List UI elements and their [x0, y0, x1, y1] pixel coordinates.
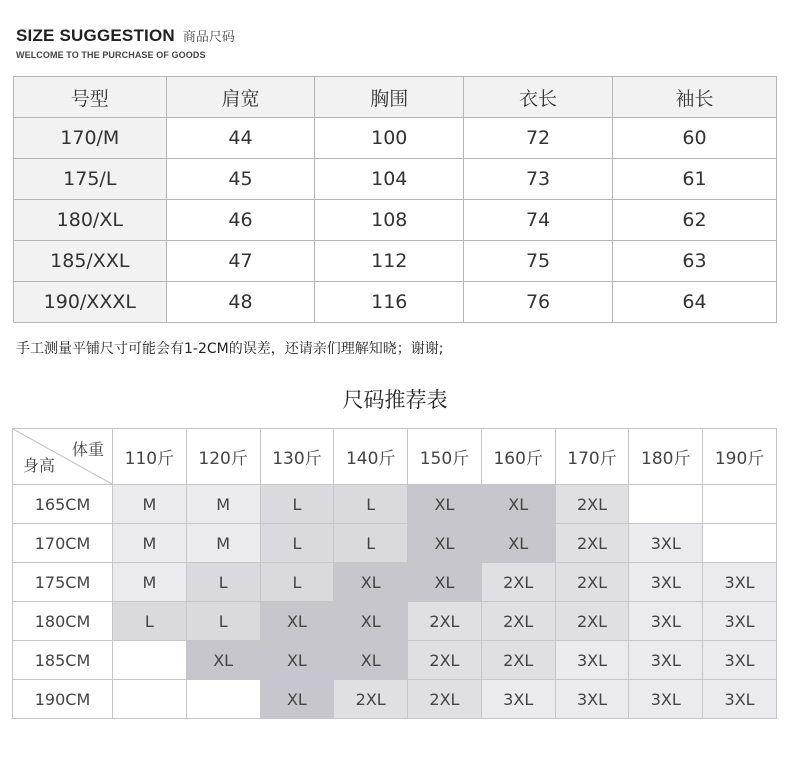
size-recommendation-cell: [186, 680, 260, 719]
size-value-cell: 46: [166, 200, 315, 241]
size-table-header-row: [14, 77, 777, 118]
size-value-cell: 75: [464, 241, 613, 282]
page-title: SIZE SUGGESTION: [16, 26, 175, 45]
size-recommendation-cell: L: [260, 485, 334, 524]
table-row: [13, 602, 777, 641]
recommendation-title: 尺码推荐表: [342, 388, 448, 412]
size-recommendation-cell: 2XL: [481, 602, 555, 641]
weight-header: 190斤: [703, 429, 777, 485]
size-value-cell: 44: [166, 118, 315, 159]
height-row-header: 185CM: [13, 641, 113, 680]
size-recommendation-cell: L: [260, 563, 334, 602]
size-recommendation-cell: L: [334, 524, 408, 563]
weight-header: 170斤: [555, 429, 629, 485]
size-recommendation-cell: M: [113, 485, 187, 524]
weight-header: 140斤: [334, 429, 408, 485]
size-value-cell: 63: [612, 241, 776, 282]
table-row: [13, 563, 777, 602]
size-value-cell: 116: [315, 282, 464, 323]
size-value-cell: 48: [166, 282, 315, 323]
size-value-cell: 100: [315, 118, 464, 159]
size-recommendation-cell: 3XL: [629, 524, 703, 563]
header: [16, 26, 235, 60]
size-value-cell: 62: [612, 200, 776, 241]
size-table: [13, 76, 777, 323]
height-row-header: 175CM: [13, 563, 113, 602]
size-value-cell: 45: [166, 159, 315, 200]
size-recommendation-cell: XL: [334, 602, 408, 641]
size-recommendation-cell: 3XL: [481, 680, 555, 719]
size-value-cell: 112: [315, 241, 464, 282]
rec-header-row: [13, 429, 777, 485]
size-recommendation-cell: 3XL: [629, 602, 703, 641]
size-recommendation-cell: L: [113, 602, 187, 641]
height-row-header: 180CM: [13, 602, 113, 641]
size-col-header: 号型: [14, 77, 167, 118]
page-subtitle: WELCOME TO THE PURCHASE OF GOODS: [16, 50, 206, 60]
measurement-note: 手工测量平铺尺寸可能会有1-2CM的误差，还请亲们理解知晓；谢谢;: [16, 341, 444, 357]
size-recommendation-cell: L: [260, 524, 334, 563]
size-recommendation-cell: 2XL: [334, 680, 408, 719]
size-code-cell: 185/XXL: [14, 241, 167, 282]
size-col-header: 袖长: [612, 77, 776, 118]
size-recommendation-cell: 2XL: [481, 563, 555, 602]
weight-header: 180斤: [629, 429, 703, 485]
page-title-cn: 商品尺码: [182, 30, 235, 45]
size-value-cell: 60: [612, 118, 776, 159]
weight-axis-label: 体重: [71, 440, 104, 459]
size-recommendation-cell: 3XL: [703, 641, 777, 680]
size-value-cell: 47: [166, 241, 315, 282]
size-value-cell: 104: [315, 159, 464, 200]
size-recommendation-cell: [629, 485, 703, 524]
size-recommendation-cell: 2XL: [555, 524, 629, 563]
size-recommendation-cell: 3XL: [703, 602, 777, 641]
table-row: [14, 118, 777, 159]
size-recommendation-cell: 2XL: [408, 641, 482, 680]
size-value-cell: 108: [315, 200, 464, 241]
table-row: [13, 524, 777, 563]
size-recommendation-cell: [113, 641, 187, 680]
size-recommendation-cell: L: [334, 485, 408, 524]
size-col-header: 衣长: [464, 77, 613, 118]
size-recommendation-cell: XL: [260, 680, 334, 719]
size-recommendation-cell: M: [113, 524, 187, 563]
table-row: [13, 641, 777, 680]
size-recommendation-cell: XL: [481, 485, 555, 524]
size-value-cell: 61: [612, 159, 776, 200]
size-code-cell: 180/XL: [14, 200, 167, 241]
height-axis-label: 身高: [23, 456, 56, 475]
size-value-cell: 72: [464, 118, 613, 159]
table-row: [14, 159, 777, 200]
table-row: [14, 241, 777, 282]
height-row-header: 190CM: [13, 680, 113, 719]
size-recommendation-cell: 3XL: [703, 563, 777, 602]
size-recommendation-cell: 2XL: [555, 602, 629, 641]
size-recommendation-cell: XL: [408, 524, 482, 563]
size-recommendation-cell: 3XL: [629, 641, 703, 680]
size-col-header: 肩宽: [166, 77, 315, 118]
table-row: [14, 282, 777, 323]
size-recommendation-cell: 3XL: [703, 680, 777, 719]
size-recommendation-cell: XL: [334, 563, 408, 602]
size-recommendation-cell: 3XL: [629, 563, 703, 602]
corner-cell: [13, 429, 113, 485]
size-recommendation-cell: 2XL: [408, 602, 482, 641]
size-code-cell: 170/M: [14, 118, 167, 159]
height-row-header: 165CM: [13, 485, 113, 524]
title-row: [16, 26, 235, 46]
size-recommendation-cell: 2XL: [555, 563, 629, 602]
size-code-cell: 175/L: [14, 159, 167, 200]
size-recommendation-cell: 2XL: [555, 485, 629, 524]
weight-header: 150斤: [408, 429, 482, 485]
size-value-cell: 64: [612, 282, 776, 323]
size-recommendation-cell: XL: [260, 602, 334, 641]
weight-header: 120斤: [186, 429, 260, 485]
size-recommendation-cell: L: [186, 602, 260, 641]
weight-header: 130斤: [260, 429, 334, 485]
size-recommendation-cell: 2XL: [408, 680, 482, 719]
size-recommendation-cell: 2XL: [481, 641, 555, 680]
size-recommendation-cell: M: [113, 563, 187, 602]
size-col-header: 胸围: [315, 77, 464, 118]
size-recommendation-cell: XL: [408, 563, 482, 602]
size-recommendation-cell: [703, 485, 777, 524]
weight-header: 160斤: [481, 429, 555, 485]
size-value-cell: 74: [464, 200, 613, 241]
size-recommendation-cell: 3XL: [629, 680, 703, 719]
size-recommendation-cell: 3XL: [555, 680, 629, 719]
size-value-cell: 76: [464, 282, 613, 323]
size-recommendation-cell: M: [186, 524, 260, 563]
size-value-cell: 73: [464, 159, 613, 200]
size-recommendation-cell: XL: [481, 524, 555, 563]
recommendation-table: [12, 428, 777, 719]
recommendation-body: [13, 485, 777, 719]
size-recommendation-cell: M: [186, 485, 260, 524]
weight-header: 110斤: [113, 429, 187, 485]
size-recommendation-cell: [113, 680, 187, 719]
size-recommendation-cell: XL: [186, 641, 260, 680]
size-recommendation-cell: [703, 524, 777, 563]
size-recommendation-cell: XL: [334, 641, 408, 680]
height-row-header: 170CM: [13, 524, 113, 563]
size-recommendation-cell: L: [186, 563, 260, 602]
table-row: [14, 200, 777, 241]
size-recommendation-cell: 3XL: [555, 641, 629, 680]
size-recommendation-cell: XL: [408, 485, 482, 524]
size-recommendation-cell: XL: [260, 641, 334, 680]
table-row: [13, 485, 777, 524]
size-code-cell: 190/XXXL: [14, 282, 167, 323]
table-row: [13, 680, 777, 719]
